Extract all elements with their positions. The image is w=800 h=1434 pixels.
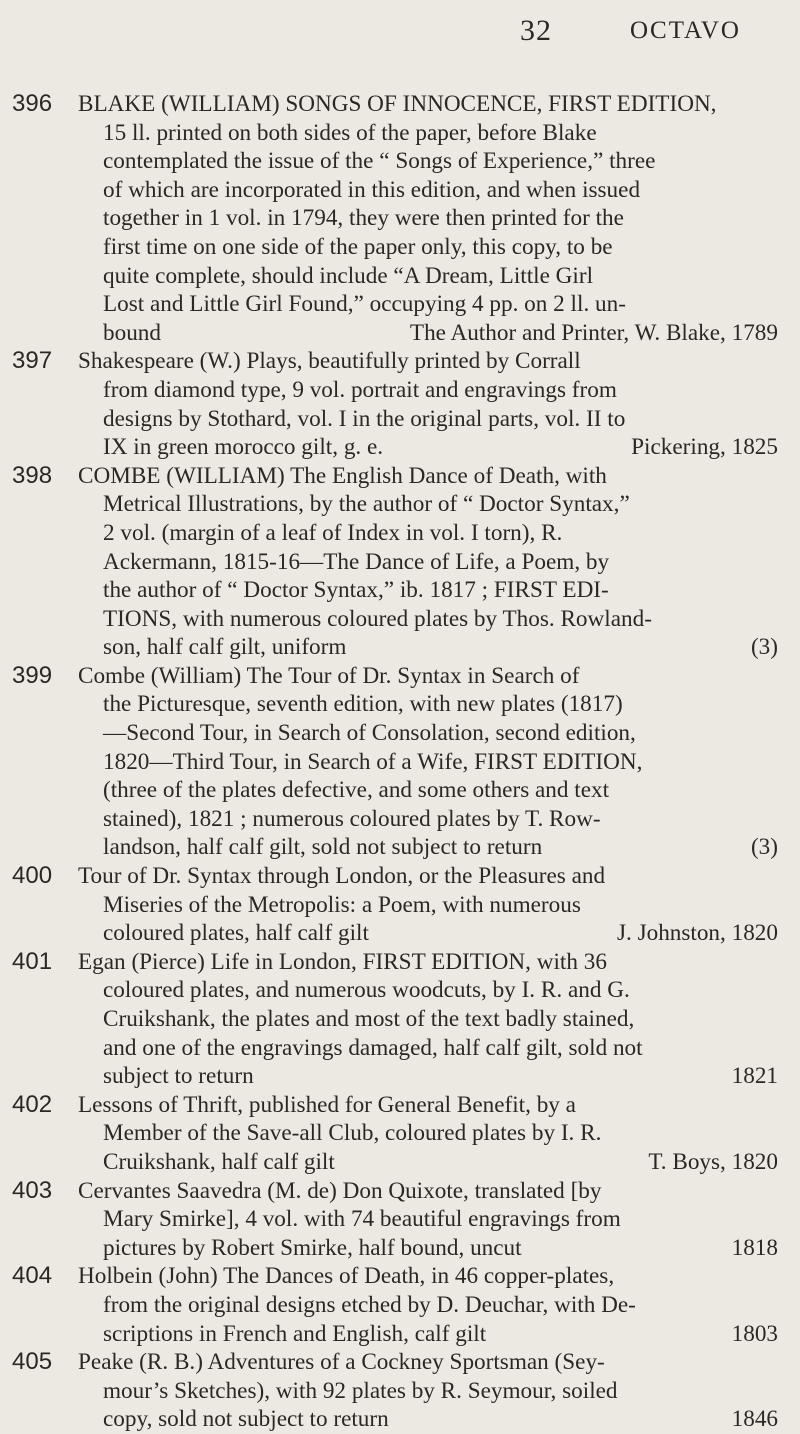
entry-description — [78, 662, 778, 862]
catalogue-entry — [0, 1262, 800, 1348]
page-number: 32 — [520, 14, 552, 47]
entry-description — [78, 948, 778, 1091]
catalogue-entry — [0, 1348, 800, 1434]
section-title: OCTAVO — [630, 17, 741, 44]
description-line: subject to return 1821 — [103, 1063, 778, 1090]
description-line: together in 1 vol. in 1794, they were then printed for the — [103, 205, 624, 232]
lot-number: 400 — [12, 862, 53, 890]
imprint: Pickering, 1825 — [631, 434, 778, 461]
lot-number: 398 — [12, 461, 53, 489]
description-line: Cruikshank, the plates and most of the text badly stained, — [103, 1006, 635, 1032]
description-line: pictures by Robert Smirke, half bound, uncut 1818 — [103, 1234, 778, 1261]
description-line: IX in green morocco gilt, g. e. Pickering, 1825 — [103, 434, 778, 461]
description-line: the Picturesque, seventh edition, with new plates (1817) — [103, 691, 623, 718]
description-line: copy, sold not subject to return 1846 — [103, 1406, 778, 1433]
description-line: and one of the engravings damaged, half calf gilt, sold not — [103, 1034, 643, 1061]
imprint: (3) — [750, 634, 778, 661]
imprint: J. Johnston, 1820 — [616, 920, 778, 947]
description-line: (three of the plates defective, and some others and text — [103, 777, 610, 804]
catalogue-entry — [0, 1177, 800, 1263]
description-line: from the original designs etched by D. Deuchar, with De- — [103, 1291, 636, 1318]
description-line: BLAKE (WILLIAM) SONGS OF INNOCENCE, FIRST EDITION, — [78, 91, 717, 117]
imprint: 1818 — [731, 1234, 778, 1261]
imprint: 1803 — [731, 1320, 778, 1347]
description-line: Mary Smirke], 4 vol. with 74 beautiful engravings from — [103, 1206, 621, 1233]
lot-number: 397 — [12, 347, 53, 375]
description-line: coloured plates, and numerous woodcuts, by I. R. and G. — [103, 977, 630, 1004]
description-line: Ackermann, 1815-16—The Dance of Life, a Poem, by — [103, 548, 610, 575]
description-line: Egan (Pierce) Life in London, FIRST EDITION, with 36 — [78, 948, 607, 975]
entry-description — [78, 1091, 778, 1177]
description-line: stained), 1821 ; numerous coloured plates by T. Row- — [103, 805, 601, 832]
catalogue-entry — [0, 1091, 800, 1177]
catalogue-entry — [0, 948, 800, 1091]
description-line: 15 ll. printed on both sides of the paper, before Blake — [103, 119, 597, 146]
description-line: the author of “ Doctor Syntax,” ib. 1817 ; FIRST EDI- — [103, 577, 609, 604]
description-line: scriptions in French and English, calf gilt 1803 — [103, 1320, 778, 1347]
description-line: Cruikshank, half calf gilt T. Boys, 1820 — [103, 1148, 778, 1175]
lot-number: 402 — [12, 1090, 53, 1118]
entry-description — [78, 1177, 778, 1263]
description-line: —Second Tour, in Search of Consolation, second edition, — [103, 720, 636, 747]
lot-number: 403 — [12, 1176, 53, 1204]
entry-description — [78, 462, 778, 662]
lot-number: 401 — [12, 947, 53, 975]
catalogue-entry — [0, 862, 800, 948]
description-line: son, half calf gilt, uniform (3) — [103, 634, 778, 661]
description-line: Member of the Save-all Club, coloured plates by I. R. — [103, 1120, 602, 1147]
running-head — [0, 14, 800, 54]
description-line: 1820—Third Tour, in Search of a Wife, FIRST EDITION, — [103, 748, 643, 775]
catalogue-entry — [0, 662, 800, 862]
entry-description — [78, 1262, 778, 1348]
description-line: of which are incorporated in this edition, and when issued — [103, 176, 641, 203]
description-line: Lost and Little Girl Found,” occupying 4 pp. on 2 ll. un- — [103, 291, 626, 318]
description-line: from diamond type, 9 vol. portrait and engravings from — [103, 376, 617, 403]
imprint: T. Boys, 1820 — [648, 1148, 778, 1175]
imprint: (3) — [750, 834, 778, 861]
description-line: Shakespeare (W.) Plays, beautifully printed by Corrall — [78, 348, 581, 375]
imprint: 1846 — [731, 1406, 778, 1433]
catalogue-entry — [0, 462, 800, 662]
description-line: designs by Stothard, vol. I in the original parts, vol. II to — [103, 405, 626, 432]
description-line: landson, half calf gilt, sold not subject to return (3) — [103, 834, 778, 861]
entry-description — [78, 90, 778, 347]
description-line: quite complete, should include “A Dream, Little Girl — [103, 262, 594, 289]
imprint: The Author and Printer, W. Blake, 1789 — [409, 319, 778, 346]
description-line: contemplated the issue of the “ Songs of Experience,” three — [103, 148, 656, 175]
description-line: Metrical Illustrations, by the author of “ Doctor Syntax,” — [103, 491, 630, 518]
description-line: Combe (William) The Tour of Dr. Syntax in Search of — [78, 662, 580, 689]
description-line: COMBE (WILLIAM) The English Dance of Death, with — [78, 462, 607, 489]
description-line: TIONS, with numerous coloured plates by Thos. Rowland- — [103, 605, 652, 632]
description-line: Peake (R. B.) Adventures of a Cockney Sportsman (Sey- — [78, 1349, 605, 1376]
catalogue-entry — [0, 90, 800, 347]
description-line: Miseries of the Metropolis: a Poem, with numerous — [103, 891, 581, 918]
entry-description — [78, 862, 778, 948]
description-line: first time on one side of the paper only, this copy, to be — [103, 233, 613, 260]
description-line: Lessons of Thrift, published for General Benefit, by a — [78, 1091, 576, 1118]
description-line: mour’s Sketches), with 92 plates by R. Seymour, soiled — [103, 1377, 618, 1404]
description-line: Holbein (John) The Dances of Death, in 46 copper-plates, — [78, 1263, 615, 1290]
lot-number: 396 — [12, 90, 53, 117]
description-line: Cervantes Saavedra (M. de) Don Quixote, translated [by — [78, 1177, 602, 1204]
catalogue-entries — [0, 90, 800, 1434]
entry-description — [78, 347, 778, 461]
description-line: Tour of Dr. Syntax through London, or the Pleasures and — [78, 863, 606, 890]
lot-number: 404 — [12, 1262, 53, 1290]
description-line: bound The Author and Printer, W. Blake, 1789 — [103, 319, 778, 346]
entry-description — [78, 1348, 778, 1434]
lot-number: 405 — [12, 1348, 53, 1376]
imprint: 1821 — [731, 1063, 778, 1090]
lot-number: 399 — [12, 661, 53, 689]
description-line: 2 vol. (margin of a leaf of Index in vol. I torn), R. — [103, 519, 563, 546]
catalogue-entry — [0, 347, 800, 461]
description-line: coloured plates, half calf gilt J. Johnston, 1820 — [103, 920, 778, 947]
